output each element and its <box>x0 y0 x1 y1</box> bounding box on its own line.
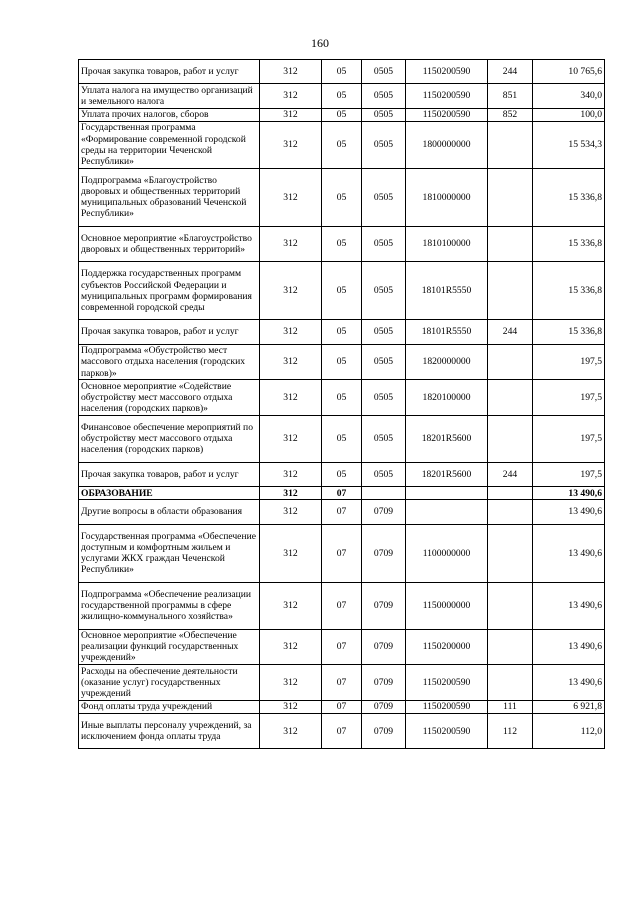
expense-type-cell <box>488 665 533 701</box>
target-article-cell: 18101R5550 <box>406 262 488 320</box>
expense-name-cell: Расходы на обеспечение деятельности (оказание услуг) государственных учреждений <box>79 665 260 701</box>
table-row <box>79 524 605 582</box>
subsection-code-cell: 0709 <box>362 524 406 582</box>
ministry-code-cell: 312 <box>260 487 322 500</box>
subsection-code-cell: 0505 <box>362 108 406 121</box>
table-row <box>79 226 605 262</box>
amount-cell: 13 490,6 <box>533 665 605 701</box>
amount-cell: 197,5 <box>533 415 605 462</box>
expense-type-cell <box>488 380 533 416</box>
expense-type-cell <box>488 415 533 462</box>
amount-cell: 15 534,3 <box>533 121 605 168</box>
ministry-code-cell: 312 <box>260 60 322 84</box>
ministry-code-cell: 312 <box>260 415 322 462</box>
subsection-code-cell: 0505 <box>362 344 406 380</box>
table-row <box>79 665 605 701</box>
expense-name-cell: Основное мероприятие «Содействие обустройству мест массового отдыха населения (городских парков)» <box>79 380 260 416</box>
section-code-cell: 05 <box>322 415 362 462</box>
subsection-code-cell: 0505 <box>362 462 406 486</box>
subsection-code-cell: 0505 <box>362 60 406 84</box>
table-row <box>79 629 605 665</box>
amount-cell: 13 490,6 <box>533 629 605 665</box>
expense-name-cell: ОБРАЗОВАНИЕ <box>79 487 260 500</box>
table-row <box>79 700 605 713</box>
expense-type-cell <box>488 226 533 262</box>
expense-type-cell: 244 <box>488 462 533 486</box>
amount-cell: 6 921,8 <box>533 700 605 713</box>
table-row <box>79 462 605 486</box>
expense-type-cell <box>488 629 533 665</box>
subsection-code-cell: 0709 <box>362 700 406 713</box>
expense-name-cell: Уплата прочих налогов, сборов <box>79 108 260 121</box>
section-code-cell: 05 <box>322 344 362 380</box>
table-row <box>79 487 605 500</box>
expense-type-cell <box>488 582 533 629</box>
amount-cell: 13 490,6 <box>533 582 605 629</box>
subsection-code-cell: 0709 <box>362 665 406 701</box>
ministry-code-cell: 312 <box>260 108 322 121</box>
expense-type-cell <box>488 487 533 500</box>
target-article-cell: 1150200590 <box>406 108 488 121</box>
expense-name-cell: Подпрограмма «Обустройство мест массового отдыха населения (городских парков)» <box>79 344 260 380</box>
target-article-cell: 18201R5600 <box>406 415 488 462</box>
table-row <box>79 121 605 168</box>
target-article-cell: 1150000000 <box>406 582 488 629</box>
ministry-code-cell: 312 <box>260 524 322 582</box>
subsection-code-cell: 0709 <box>362 500 406 524</box>
table-row <box>79 344 605 380</box>
ministry-code-cell: 312 <box>260 629 322 665</box>
target-article-cell: 1150200590 <box>406 700 488 713</box>
amount-cell: 100,0 <box>533 108 605 121</box>
table-row <box>79 262 605 320</box>
expense-name-cell: Прочая закупка товаров, работ и услуг <box>79 320 260 344</box>
ministry-code-cell: 312 <box>260 226 322 262</box>
section-code-cell: 05 <box>322 168 362 226</box>
section-code-cell: 07 <box>322 487 362 500</box>
expense-name-cell: Государственная программа «Формирование современной городской среды на территории Чеченской Республики» <box>79 121 260 168</box>
expense-type-cell <box>488 344 533 380</box>
expense-name-cell: Поддержка государственных программ субъектов Российской Федерации и муниципальных программ формирования современной городской среды <box>79 262 260 320</box>
amount-cell: 197,5 <box>533 380 605 416</box>
section-code-cell: 07 <box>322 700 362 713</box>
expense-type-cell: 244 <box>488 320 533 344</box>
section-code-cell: 07 <box>322 713 362 749</box>
table-row <box>79 60 605 84</box>
amount-cell: 13 490,6 <box>533 500 605 524</box>
table-row <box>79 582 605 629</box>
ministry-code-cell: 312 <box>260 84 322 108</box>
section-code-cell: 05 <box>322 226 362 262</box>
table-row <box>79 500 605 524</box>
section-code-cell: 05 <box>322 320 362 344</box>
table-row <box>79 713 605 749</box>
target-article-cell: 1810100000 <box>406 226 488 262</box>
ministry-code-cell: 312 <box>260 380 322 416</box>
expense-name-cell: Фонд оплаты труда учреждений <box>79 700 260 713</box>
expense-name-cell: Прочая закупка товаров, работ и услуг <box>79 60 260 84</box>
amount-cell: 15 336,8 <box>533 168 605 226</box>
subsection-code-cell: 0505 <box>362 121 406 168</box>
budget-table <box>78 59 605 749</box>
amount-cell: 197,5 <box>533 344 605 380</box>
subsection-code-cell <box>362 487 406 500</box>
target-article-cell: 18101R5550 <box>406 320 488 344</box>
ministry-code-cell: 312 <box>260 262 322 320</box>
subsection-code-cell: 0505 <box>362 262 406 320</box>
expense-name-cell: Основное мероприятие «Обеспечение реализации функций государственных учреждений» <box>79 629 260 665</box>
ministry-code-cell: 312 <box>260 320 322 344</box>
amount-cell: 340,0 <box>533 84 605 108</box>
ministry-code-cell: 312 <box>260 500 322 524</box>
target-article-cell: 1810000000 <box>406 168 488 226</box>
subsection-code-cell: 0505 <box>362 380 406 416</box>
amount-cell: 13 490,6 <box>533 524 605 582</box>
ministry-code-cell: 312 <box>260 713 322 749</box>
ministry-code-cell: 312 <box>260 344 322 380</box>
target-article-cell: 18201R5600 <box>406 462 488 486</box>
section-code-cell: 07 <box>322 665 362 701</box>
section-code-cell: 05 <box>322 462 362 486</box>
subsection-code-cell: 0505 <box>362 415 406 462</box>
expense-name-cell: Прочая закупка товаров, работ и услуг <box>79 462 260 486</box>
subsection-code-cell: 0505 <box>362 226 406 262</box>
expense-type-cell <box>488 500 533 524</box>
table-row <box>79 320 605 344</box>
ministry-code-cell: 312 <box>260 582 322 629</box>
target-article-cell: 1150200590 <box>406 665 488 701</box>
ministry-code-cell: 312 <box>260 121 322 168</box>
ministry-code-cell: 312 <box>260 700 322 713</box>
subsection-code-cell: 0709 <box>362 713 406 749</box>
section-code-cell: 07 <box>322 500 362 524</box>
target-article-cell: 1820000000 <box>406 344 488 380</box>
expense-type-cell <box>488 168 533 226</box>
section-code-cell: 05 <box>322 60 362 84</box>
expense-name-cell: Иные выплаты персоналу учреждений, за исключением фонда оплаты труда <box>79 713 260 749</box>
expense-type-cell: 111 <box>488 700 533 713</box>
expense-name-cell: Подпрограмма «Благоустройство дворовых и общественных территорий муниципальных образований Чеченской Республики» <box>79 168 260 226</box>
table-row <box>79 380 605 416</box>
amount-cell: 15 336,8 <box>533 320 605 344</box>
subsection-code-cell: 0505 <box>362 84 406 108</box>
subsection-code-cell: 0505 <box>362 168 406 226</box>
target-article-cell: 1800000000 <box>406 121 488 168</box>
amount-cell: 112,0 <box>533 713 605 749</box>
expense-type-cell: 851 <box>488 84 533 108</box>
table-row <box>79 415 605 462</box>
subsection-code-cell: 0505 <box>362 320 406 344</box>
target-article-cell: 1150200000 <box>406 629 488 665</box>
section-code-cell: 07 <box>322 524 362 582</box>
expense-name-cell: Другие вопросы в области образования <box>79 500 260 524</box>
subsection-code-cell: 0709 <box>362 629 406 665</box>
expense-type-cell: 244 <box>488 60 533 84</box>
section-code-cell: 07 <box>322 582 362 629</box>
subsection-code-cell: 0709 <box>362 582 406 629</box>
target-article-cell: 1150200590 <box>406 713 488 749</box>
expense-type-cell <box>488 524 533 582</box>
amount-cell: 15 336,8 <box>533 262 605 320</box>
target-article-cell: 1150200590 <box>406 84 488 108</box>
target-article-cell: 1100000000 <box>406 524 488 582</box>
section-code-cell: 05 <box>322 380 362 416</box>
expense-type-cell: 852 <box>488 108 533 121</box>
table-row <box>79 168 605 226</box>
target-article-cell <box>406 487 488 500</box>
expense-type-cell: 112 <box>488 713 533 749</box>
expense-name-cell: Подпрограмма «Обеспечение реализации государственной программы в сфере жилищно-коммунального хозяйства» <box>79 582 260 629</box>
expense-name-cell: Уплата налога на имущество организаций и земельного налога <box>79 84 260 108</box>
section-code-cell: 05 <box>322 108 362 121</box>
expense-name-cell: Финансовое обеспечение мероприятий по обустройству мест массового отдыха населения (городских парков) <box>79 415 260 462</box>
expense-type-cell <box>488 262 533 320</box>
amount-cell: 10 765,6 <box>533 60 605 84</box>
amount-cell: 15 336,8 <box>533 226 605 262</box>
amount-cell: 197,5 <box>533 462 605 486</box>
section-code-cell: 07 <box>322 629 362 665</box>
ministry-code-cell: 312 <box>260 168 322 226</box>
target-article-cell: 1150200590 <box>406 60 488 84</box>
section-code-cell: 05 <box>322 84 362 108</box>
ministry-code-cell: 312 <box>260 665 322 701</box>
target-article-cell: 1820100000 <box>406 380 488 416</box>
table-row <box>79 108 605 121</box>
section-code-cell: 05 <box>322 121 362 168</box>
table-row <box>79 84 605 108</box>
page-number: 160 <box>311 36 329 50</box>
section-code-cell: 05 <box>322 262 362 320</box>
expense-name-cell: Государственная программа «Обеспечение доступным и комфортным жильем и услугами ЖКХ граждан Чеченской Республики» <box>79 524 260 582</box>
expense-type-cell <box>488 121 533 168</box>
amount-cell: 13 490,6 <box>533 487 605 500</box>
expense-name-cell: Основное мероприятие «Благоустройство дворовых и общественных территорий» <box>79 226 260 262</box>
ministry-code-cell: 312 <box>260 462 322 486</box>
target-article-cell <box>406 500 488 524</box>
budget-table-body <box>79 60 605 749</box>
